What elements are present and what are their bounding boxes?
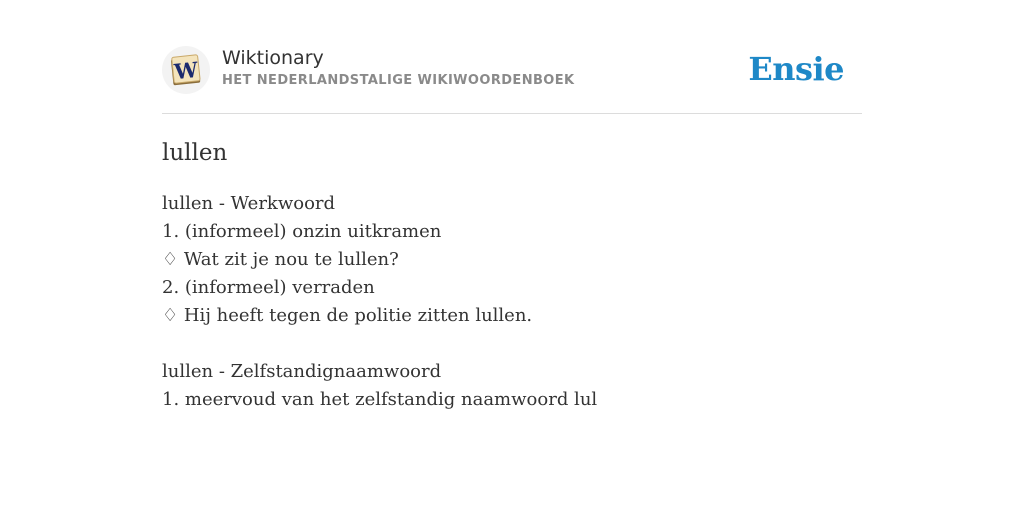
definition-line: 2. (informeel) verraden bbox=[162, 277, 375, 298]
svg-text:W: W bbox=[173, 56, 200, 85]
entry-heading-zelfstandignaamwoord: lullen - Zelfstandignaamwoord bbox=[162, 361, 442, 382]
ensie-link[interactable]: Ensie bbox=[748, 50, 844, 88]
site-subtitle: HET NEDERLANDSTALIGE WIKIWOORDENBOEK bbox=[222, 73, 575, 88]
definition-content bbox=[162, 190, 862, 414]
example-line: ♢ Wat zit je nou te lullen? bbox=[162, 249, 399, 270]
w-tile-icon bbox=[169, 53, 203, 87]
site-header bbox=[162, 46, 862, 114]
wiktionary-logo-icon[interactable] bbox=[162, 46, 210, 94]
site-title[interactable]: Wiktionary bbox=[222, 47, 324, 69]
example-line: ♢ Hij heeft tegen de politie zitten lullen. bbox=[162, 305, 533, 326]
page-title: lullen bbox=[162, 140, 228, 166]
page bbox=[162, 0, 862, 414]
entry-spacer bbox=[162, 330, 862, 358]
definition-line: 1. (informeel) onzin uitkramen bbox=[162, 221, 442, 242]
brand bbox=[222, 46, 575, 89]
entry-heading-werkwoord: lullen - Werkwoord bbox=[162, 193, 336, 214]
definition-line: 1. meervoud van het zelfstandig naamwoord lul bbox=[162, 389, 598, 410]
